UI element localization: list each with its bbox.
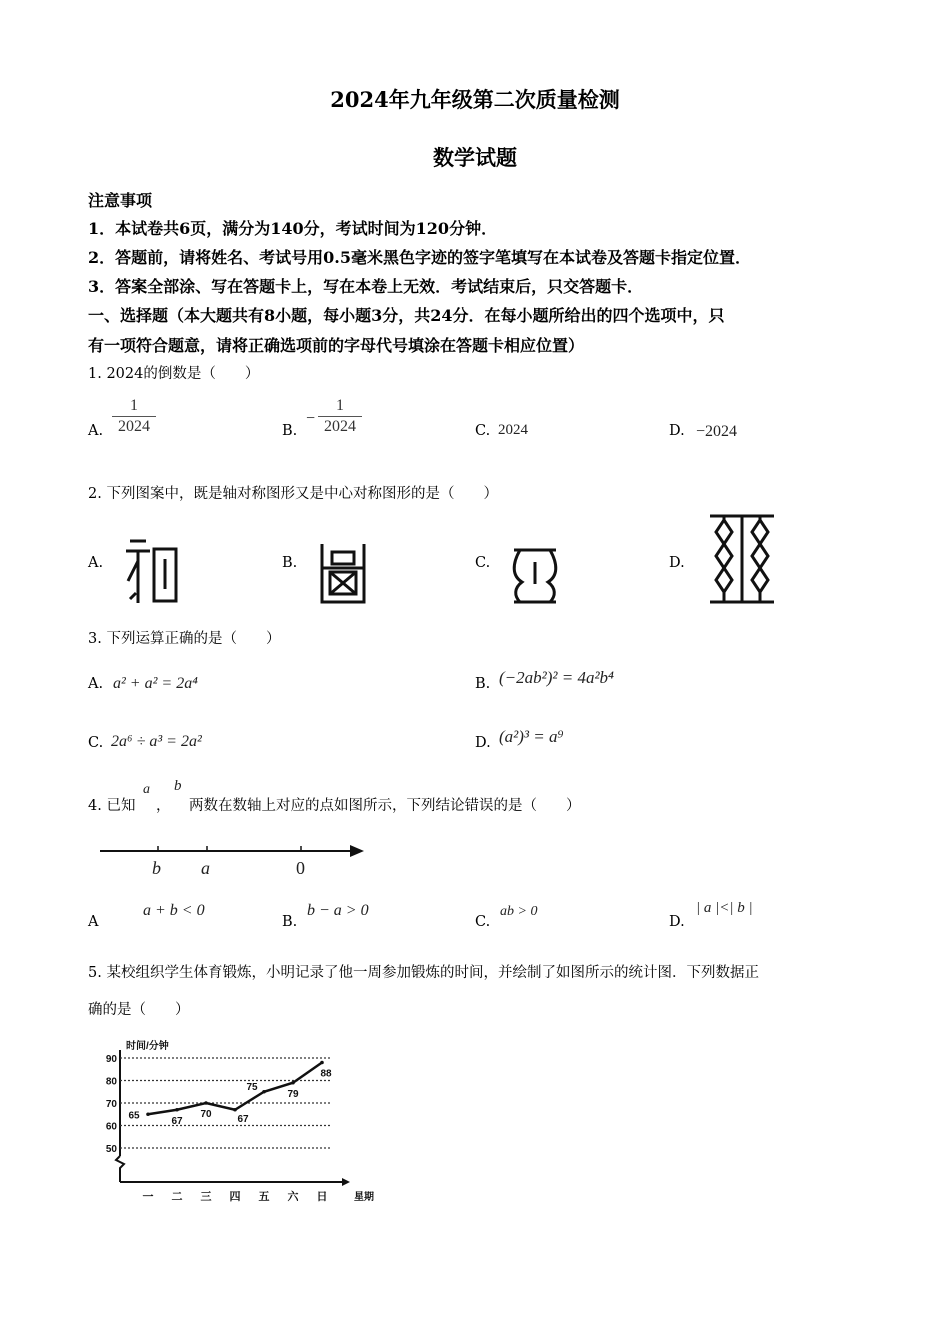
q4-option-a-label: A [88, 914, 99, 930]
q3-option-b-label: B. [475, 676, 491, 692]
chart-ytick-label-50: 50 [105, 1144, 117, 1155]
number-line-arrow [350, 845, 364, 857]
chart-point-1 [175, 1108, 179, 1112]
q2-option-c-label: C. [475, 555, 491, 571]
chart-point-5 [291, 1081, 295, 1085]
note-item-3: 3．答案全部涂、写在答题卡上，写在本卷上无效．考试结束后，只交答题卡． [88, 277, 644, 296]
note-item-1: 1．本试卷共6页，满分为140分，考试时间为120分钟． [88, 219, 498, 238]
q2-option-a-label: A. [88, 555, 104, 571]
q1-option-d-value: −2024 [696, 423, 738, 440]
q4-option-c-label: C. [475, 914, 491, 930]
q4-var-b: b [174, 778, 182, 794]
chart-ylabel: 时间/分钟 [126, 1041, 169, 1052]
section1-heading-line1: 一、选择题（本大题共有8小题，每小题3分，共24分．在每小题所给出的四个选项中，只 [88, 306, 725, 325]
q2-figure-b [318, 540, 368, 606]
q3-option-c-label: C. [88, 735, 104, 751]
q4-comma: ， [156, 798, 171, 814]
chart-x-arrow [342, 1178, 350, 1186]
q4-option-a-expr: a + b < 0 [143, 902, 205, 919]
chart-point-4 [262, 1090, 266, 1094]
q5-stem-line2: 确的是（ ） [88, 1002, 190, 1018]
chart-xtick-label-1: 二 [171, 1191, 183, 1203]
chart-data-label-5: 79 [287, 1088, 299, 1100]
q1-b-denominator: 2024 [324, 418, 356, 435]
chart-xtick-label-6: 日 [316, 1191, 328, 1203]
chart-data-label-0: 65 [128, 1110, 140, 1122]
q1-a-numerator: 1 [112, 397, 156, 417]
q5-line-chart [96, 1036, 376, 1203]
chart-data-label-6: 88 [320, 1068, 332, 1080]
chart-point-0 [146, 1112, 150, 1116]
chart-point-2 [204, 1101, 208, 1105]
q3-option-d-label: D. [475, 735, 491, 751]
q2-figure-a [124, 537, 180, 605]
exam-subtitle: 数学试题 [433, 145, 517, 170]
q2-option-b-label: B. [282, 555, 298, 571]
q1-stem: 1. 2024的倒数是（ ） [88, 366, 260, 382]
q4-stem-prefix: 4. 已知 [88, 798, 136, 814]
note-item-2: 2．答题前，请将姓名、考试号用0.5毫米黑色字迹的签字笔填写在本试卷及答题卡指定位置． [88, 248, 751, 267]
chart-point-3 [233, 1108, 237, 1112]
q1-option-c-label: C. [475, 423, 491, 439]
chart-axis-break [116, 1156, 124, 1182]
axis-label-b: b [152, 858, 161, 878]
q4-option-b-expr: b − a > 0 [307, 902, 369, 919]
chart-xlabel: 星期 [354, 1192, 374, 1203]
q4-option-d-expr: | a |<| b | [696, 900, 753, 916]
q3-option-a-expr: a² + a² = 2a⁴ [113, 675, 198, 692]
q1-option-c-value: 2024 [498, 422, 528, 438]
q1-option-a-label: A. [88, 423, 104, 439]
q3-option-a-label: A. [88, 676, 104, 692]
chart-xtick-label-0: 一 [142, 1191, 154, 1203]
q4-stem-suffix: 两数在数轴上对应的点如图所示，下列结论错误的是（ ） [189, 798, 581, 814]
chart-xtick-label-4: 五 [258, 1191, 270, 1203]
chart-xtick-label-3: 四 [229, 1191, 241, 1203]
q2-option-d-label: D. [669, 555, 685, 571]
exam-title: 2024年九年级第二次质量检测 [330, 87, 620, 112]
axis-label-a: a [201, 858, 210, 878]
chart-ytick-label-60: 60 [105, 1121, 117, 1133]
q2-figure-d [708, 512, 776, 606]
q1-b-sign: − [306, 410, 316, 427]
q3-stem: 3. 下列运算正确的是（ ） [88, 631, 281, 647]
q4-var-a: a [143, 782, 150, 797]
q3-option-d-expr: (a²)³ = a⁹ [499, 727, 564, 746]
q4-option-b-label: B. [282, 914, 298, 930]
q4-option-d-label: D. [669, 914, 685, 930]
q2-figure-c [510, 546, 560, 606]
q1-option-a-fraction [112, 397, 156, 436]
axis-label-zero: 0 [296, 858, 305, 878]
q1-a-denominator: 2024 [118, 418, 150, 435]
q2-stem: 2. 下列图案中，既是轴对称图形又是中心对称图形的是（ ） [88, 486, 498, 502]
chart-point-6 [320, 1061, 324, 1065]
chart-data-label-1: 67 [171, 1115, 183, 1127]
chart-data-label-4: 75 [246, 1081, 258, 1093]
chart-data-label-2: 70 [200, 1109, 212, 1120]
notes-heading: 注意事项 [88, 191, 153, 210]
chart-xtick-label-2: 三 [200, 1191, 212, 1203]
q3-option-b-expr: (−2ab²)² = 4a²b⁴ [499, 668, 614, 687]
chart-xtick-label-5: 六 [287, 1191, 299, 1203]
q1-b-numerator: 1 [318, 397, 362, 417]
q5-stem-line1: 5. 某校组织学生体育锻炼，小明记录了他一周参加锻炼的时间，并绘制了如图所示的统计图．下列数据正 [88, 965, 759, 981]
q1-option-b-label: B. [282, 423, 298, 439]
q4-number-line [96, 840, 370, 860]
q1-option-d-label: D. [669, 423, 685, 439]
chart-data-label-3: 67 [237, 1113, 249, 1125]
q1-option-b-fraction [318, 397, 362, 436]
q4-option-c-expr: ab > 0 [500, 904, 538, 919]
section1-heading-line2: 有一项符合题意，请将正确选项前的字母代号填涂在答题卡相应位置） [88, 336, 585, 355]
chart-ytick-label-80: 80 [105, 1076, 117, 1088]
q3-option-c-expr: 2a⁶ ÷ a³ = 2a² [111, 733, 202, 750]
chart-ytick-label-70: 70 [105, 1099, 117, 1110]
chart-ytick-label-90: 90 [105, 1054, 117, 1065]
